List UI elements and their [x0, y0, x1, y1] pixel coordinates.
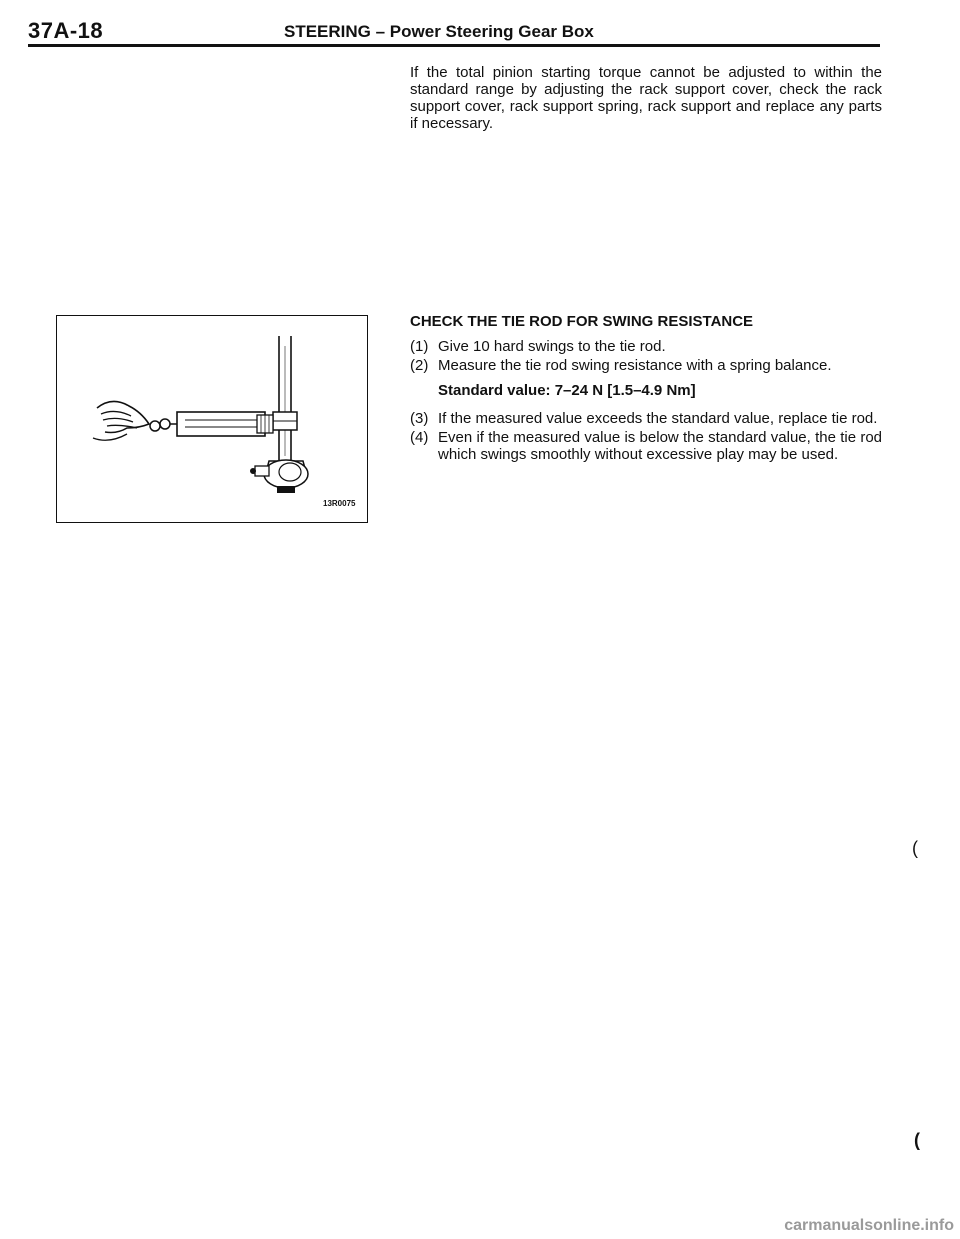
check-heading: CHECK THE TIE ROD FOR SWING RESISTANCE [410, 313, 754, 330]
step-text: Give 10 hard swings to the tie rod. [438, 338, 666, 355]
footer-watermark: carmanualsonline.info [784, 1217, 954, 1234]
step-text: If the measured value exceeds the standard value, replace tie rod. [438, 410, 878, 427]
standard-value: Standard value: 7–24 N [1.5–4.9 Nm] [438, 382, 696, 399]
header-rule [28, 44, 880, 47]
binding-mark: ( [914, 1130, 920, 1150]
intro-paragraph: If the total pinion starting torque cannot be adjusted to within the standard range by adjusting the rack support cover, check the rack support cover, rack support spring, rack support and replace any parts if necessary. [410, 64, 882, 132]
step-number: (2) [410, 357, 429, 374]
tie-rod-figure [56, 315, 368, 523]
binding-mark: ( [912, 838, 918, 858]
tie-rod-spring-balance-illustration [57, 316, 366, 521]
step-item [410, 429, 882, 463]
section-title: STEERING – Power Steering Gear Box [284, 22, 594, 41]
step-item [410, 410, 882, 427]
step-item [410, 338, 882, 355]
step-item [410, 357, 882, 374]
figure-code: 13R0075 [323, 499, 356, 508]
step-number: (3) [410, 410, 429, 427]
check-section [410, 313, 882, 465]
step-text: Even if the measured value is below the standard value, the tie rod which swings smoothly without excessive play may be used. [438, 429, 882, 463]
step-number: (1) [410, 338, 429, 355]
step-number: (4) [410, 429, 429, 446]
page-number: 37A-18 [28, 18, 104, 43]
step-text: Measure the tie rod swing resistance with a spring balance. [438, 357, 832, 374]
